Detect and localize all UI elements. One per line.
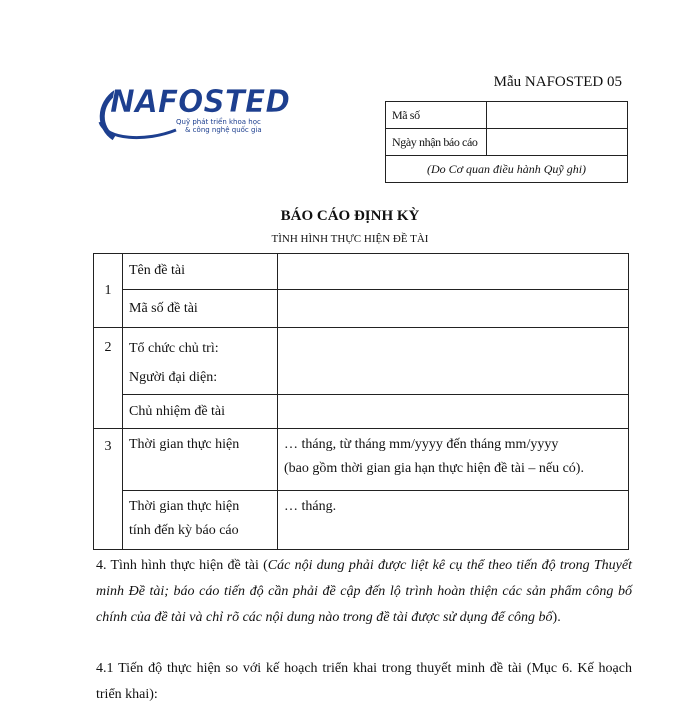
ten-de-tai-field[interactable] <box>278 254 629 290</box>
page-title: BÁO CÁO ĐỊNH KỲ <box>280 208 420 224</box>
den-ky-label-line1: Thời gian thực hiện <box>129 499 240 514</box>
ma-so-de-tai-field[interactable] <box>278 290 629 328</box>
id-box-note: (Do Cơ quan điều hành Quỹ ghi) <box>386 156 628 183</box>
chu-nhiem-label: Chủ nhiệm đề tài <box>123 395 278 429</box>
report-info-table <box>93 253 629 550</box>
ngay-nhan-label: Ngày nhận báo cáo <box>386 129 487 156</box>
row-number-1: 1 <box>94 254 123 328</box>
section-4-italic: Các nội dung phải được liệt kê cụ thể theo tiến độ trong Thuyết minh Đề tài; báo cáo tiến độ cần phải đề cập đến lộ trình hoàn thiện các sản phẩm công bố chính của đề tài và chỉ rõ các nội dung nào trong đề tài được sử dụng để công bố <box>96 558 632 625</box>
den-ky-label-line2: tính đến kỳ báo cáo <box>129 523 239 538</box>
section-4-1-paragraph: 4.1 Tiến độ thực hiện so với kế hoạch triển khai trong thuyết minh đề tài (Mục 6. Kế hoạch triển khai): <box>96 661 632 702</box>
page-subtitle: TÌNH HÌNH THỰC HIỆN ĐỀ TÀI <box>271 233 429 245</box>
form-code: Mẫu NAFOSTED 05 <box>493 74 622 90</box>
thoi-gian-value-line1: … tháng, từ tháng mm/yyyy đến tháng mm/yyyy <box>284 437 559 452</box>
to-chuc-chu-tri-field[interactable] <box>278 328 629 395</box>
ma-so-de-tai-label: Mã số đề tài <box>123 290 278 328</box>
chu-nhiem-field[interactable] <box>278 395 629 429</box>
row-number-2: 2 <box>94 328 123 429</box>
row-number-3: 3 <box>94 429 123 550</box>
ma-so-label: Mã số <box>386 102 487 129</box>
nguoi-dai-dien-label: Người đại diện: <box>129 370 218 385</box>
id-box <box>385 101 628 183</box>
section-4-suffix: ). <box>552 610 561 625</box>
logo-tagline-2: & công nghệ quốc gia <box>185 126 262 134</box>
den-ky-value: … tháng. <box>278 491 629 550</box>
logo-text: NAFOSTED <box>110 84 290 120</box>
thoi-gian-value-line2: (bao gồm thời gian gia hạn thực hiện đề tài – nếu có). <box>284 461 584 476</box>
nafosted-logo-graphic <box>96 82 292 148</box>
ngay-nhan-field[interactable] <box>487 129 628 156</box>
section-4-prefix: 4. Tình hình thực hiện đề tài ( <box>96 558 268 573</box>
thoi-gian-value <box>278 429 629 491</box>
ma-so-field[interactable] <box>487 102 628 129</box>
logo-tagline-1: Quỹ phát triển khoa học <box>176 118 261 126</box>
den-ky-label <box>123 491 278 550</box>
to-chuc-chu-tri-label: Tổ chức chủ trì: <box>129 341 219 356</box>
section-4-paragraph <box>96 553 632 631</box>
ten-de-tai-label: Tên đề tài <box>123 254 278 290</box>
nafosted-logo <box>96 82 292 148</box>
to-chuc-chu-tri-cell <box>123 328 278 395</box>
thoi-gian-label: Thời gian thực hiện <box>123 429 278 491</box>
